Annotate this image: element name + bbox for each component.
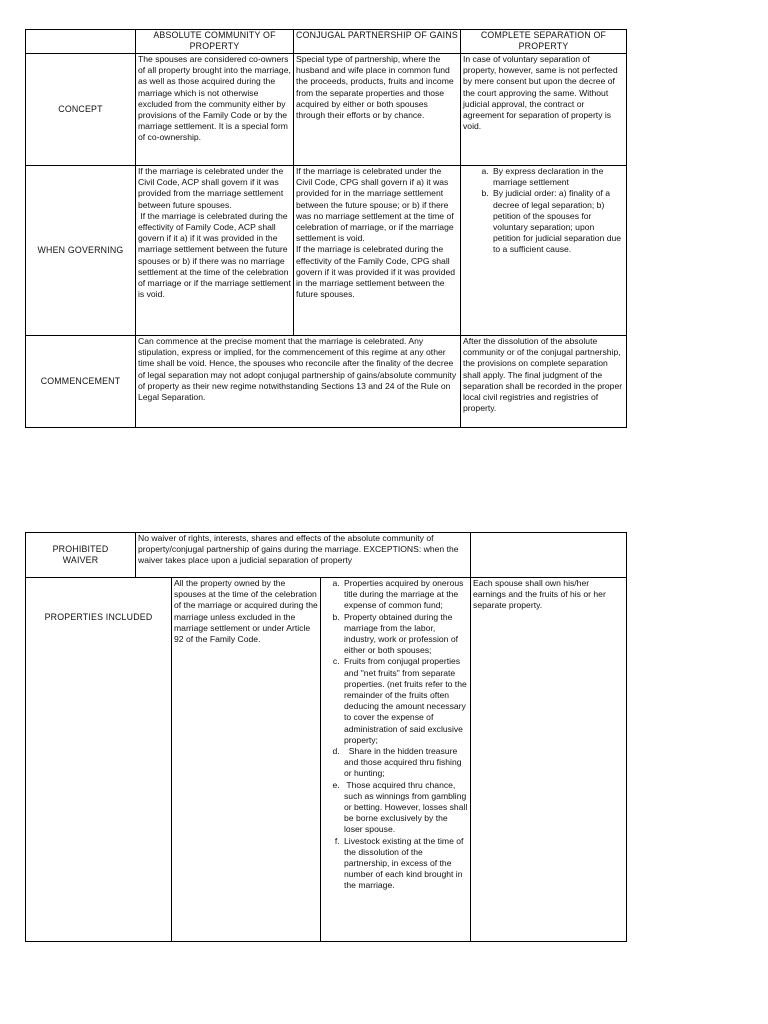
concept-row <box>26 54 627 166</box>
prohibited-waiver-label: PROHIBITED WAIVER <box>26 533 136 578</box>
header-csp: COMPLETE SEPARATION OF PROPERTY <box>461 30 627 54</box>
properties-included-cpg-list <box>323 578 468 892</box>
when-governing-acp-paragraph-1: If the marriage is celebrated under the Civil Code, ACP shall govern if it was provided from the marriage settlement between future spouses. <box>138 166 284 210</box>
properties-included-csp: Each spouse shall own his/her earnings and the fruits of his or her separate property. <box>471 578 627 942</box>
list-item: c. Fruits from conjugal properties and "net fruits" from separate properties. (net fruits refer to the remainder of the fruits often deducing the amount necessary to cover the expense of administration of said exclusive property; <box>342 656 468 746</box>
properties-included-label: PROPERTIES INCLUDED <box>26 578 172 942</box>
list-item: f. Livestock existing at the time of the dissolution of the partnership, in excess of the number of each kind brought in the marriage. <box>342 836 468 892</box>
list-item: a. By express declaration in the marriage settlement <box>491 166 624 188</box>
list-item: d. Share in the hidden treasure and those acquired thru fishing or hunting; <box>342 746 468 780</box>
header-cpg: CONJUGAL PARTNERSHIP OF GAINS <box>294 30 461 54</box>
header-corner-cell <box>26 30 136 54</box>
list-item: b. Property obtained during the marriage from the labor, industry, work or profession of either or both spouses; <box>342 612 468 657</box>
commencement-label: COMMENCEMENT <box>26 336 136 428</box>
concept-csp: In case of voluntary separation of property, however, same is not perfected by mere consent but upon the decree of the court approving the same. Without judicial approval, the contract or agreement for separation of property is void. <box>461 54 627 166</box>
concept-label: CONCEPT <box>26 54 136 166</box>
when-governing-row <box>26 166 627 336</box>
list-item: b. By judicial order: a) finality of a decree of legal separation; b) petition of the spouses for voluntary separation; upon petition for judicial separation due to a sufficient cause. <box>491 188 624 255</box>
properties-included-acp: All the property owned by the spouses at the time of the celebration of the marriage or acquired during the marriage unless excluded in the marriage settlement or under Article 92 of the Family Code. <box>172 578 321 942</box>
when-governing-cpg <box>294 166 461 336</box>
prohibited-waiver-empty-cell <box>471 533 627 578</box>
when-governing-csp <box>461 166 627 336</box>
when-governing-cpg-paragraph-1: If the marriage is celebrated under the Civil Code, CPG shall govern if a) it was provided for in the marriage settlement between the future spouse; or b) if there was no marriage settlement at the time of celebration of marriage, or if the marriage settlement is void. <box>296 166 454 244</box>
when-governing-acp <box>136 166 294 336</box>
commencement-acp-cpg: Can commence at the precise moment that the marriage is celebrated. Any stipulation, express or implied, for the commencement of this regime at any other time shall be void. Hence, the spouses who reconcile after the finality of the decree of legal separation may not adopt conjugal partnership of gains/absolute community of property as their new regime notwithstanding Sections 13 and 24 of the Rule on Legal Separation. <box>136 336 461 428</box>
when-governing-acp-paragraph-2: If the marriage is celebrated during the effectivity of Family Code, ACP shall govern if it a) if it was provided in the marriage settlement between the future spouses or b) if there was no marriage settlement at the time of the celebration of marriage or if the marriage settlement is void. <box>138 210 294 300</box>
commencement-csp: After the dissolution of the absolute community or of the conjugal partnership, the provisions on complete separation shall apply. The final judgment of the separation shall be recorded in the proper local civil registries and registries of property. <box>461 336 627 428</box>
list-item: e. Those acquired thru chance, such as winnings from gambling or betting. However, losses shall be borne exclusively by the loser spouse. <box>342 780 468 836</box>
list-item: a. Properties acquired by onerous title during the marriage at the expense of common fund; <box>342 578 468 612</box>
prohibited-waiver-text: No waiver of rights, interests, shares and effects of the absolute community of property/conjugal partnership of gains during the marriage. EXCEPTIONS: when the waiver takes place upon a judicial separation of property <box>136 533 471 578</box>
concept-acp: The spouses are considered co-owners of all property brought into the marriage, as well as those acquired during the marriage which is not otherwise excluded from the community either by provisions of the Family Code or by the marriage settlement. It is a special form of co-ownership. <box>136 54 294 166</box>
commencement-row <box>26 336 627 428</box>
when-governing-csp-list <box>463 166 624 256</box>
header-acp: ABSOLUTE COMMUNITY OF PROPERTY <box>136 30 294 54</box>
properties-included-cpg <box>321 578 471 942</box>
when-governing-cpg-paragraph-2: If the marriage is celebrated during the effectivity of the Family Code, CPG shall govern if it was provided if it was provided in the marriage settlement between the future spouses. <box>296 244 456 300</box>
regimes-properties-table <box>25 532 627 942</box>
prohibited-waiver-row <box>26 533 627 578</box>
regimes-comparison-table <box>25 29 627 428</box>
properties-included-row <box>26 578 627 942</box>
concept-cpg: Special type of partnership, where the husband and wife place in common fund the proceeds, products, fruits and income from the separate properties and those acquired by either or both spouses through their efforts or by chance. <box>294 54 461 166</box>
header-row <box>26 30 627 54</box>
when-governing-label: WHEN GOVERNING <box>26 166 136 336</box>
